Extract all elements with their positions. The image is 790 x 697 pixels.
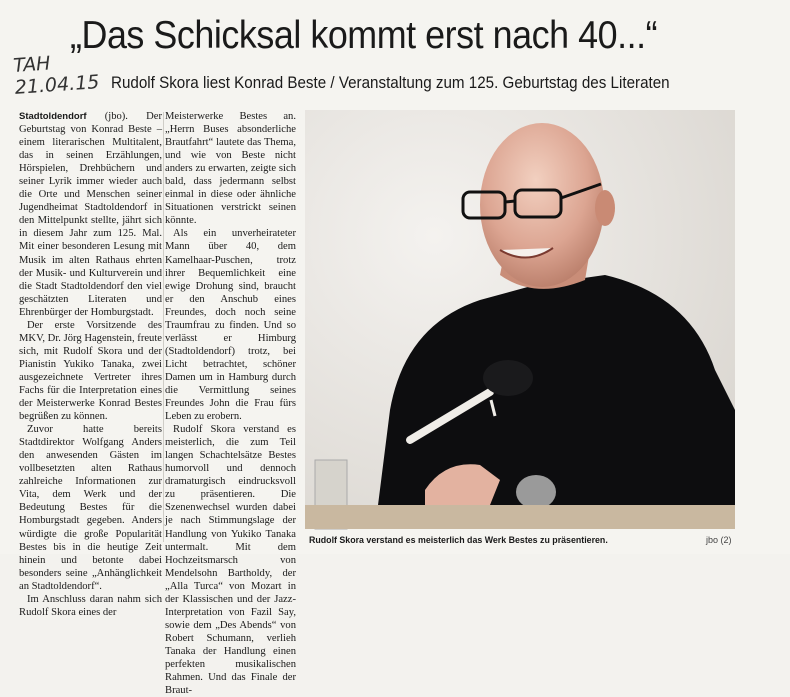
subheadline: Rudolf Skora liest Konrad Beste / Veranstaltung zum 125. Geburtstag des Literaten (111, 74, 670, 92)
handwritten-date: 21.04.15 (14, 71, 101, 99)
article-column-2 (165, 110, 296, 697)
article-paragraph: Der erste Vorsitzende des MKV, Dr. Jörg Hagenstein, freute sich, mit Rudolf Skora und der Pianistin Yukiko Tanaka, zwei ausgezeichnete Vertreter ihres Fachs für die Interpretation eines der Meisterwerke Konrad Bestes begrüßen zu können. (19, 319, 162, 423)
article-paragraph: Zuvor hatte bereits Stadtdirektor Wolfgang Anders den anwesenden Gästen im vollbesetzten alten Rathaus zahlreiche Informationen zur Vita, dem Werk und der Bedeutung Bestes für die Homburgstadt gegeben. Anders würdigte die große Popularität Bestes bis in die heutige Zeit hinein und betonte dabei besonders seine „Anhänglichkeit an Stadtoldendorf“. (19, 424, 162, 592)
article-paragraph: Als ein unverheirateter Mann über 40, dem Kamelhaar-Puschen, trotz ihrer Bequemlichkeit eine ewige Drohung sind, braucht er den Anschub eines Freundes, doch noch seine Traumfrau zu finden. Und so verlässt er Himburg (Stadtoldendorf) trotz, bei Licht betrachtet, schöner Damen um in Hamburg durch die Vermittlung seines Freundes John die Frau fürs Leben zu erobern. (165, 228, 296, 423)
article-photo (305, 110, 735, 529)
article-paragraph: Rudolf Skora verstand es meisterlich, die zum Teil langen Schachtelsätze Bestes humorvoll und dennoch dramaturgisch eindrucksvoll zu präsentieren. Die Szenenwechsel wurden dabei je nach Stimmungslage der Handlung von Yukiko Tanaka untermalt. Mit dem Hochzeitsmarsch von Mendelsohn Bartholdy, der „Alla Turca“ von Mozart in der Klassischen und der Jazz-Interpretation von Fazil Say, sowie dem „Des Abends“ von Robert Schumann, verlieh Tanaka der Handlung einen perfekten musikalischen Rahmen. Und das Finale der Braut- (165, 424, 296, 697)
dateline: Stadtoldendorf (19, 111, 87, 122)
handwritten-source: TAH (12, 52, 52, 77)
photo-credit: jbo (2) (706, 535, 732, 545)
article-column-1 (19, 110, 162, 618)
headline: „Das Schicksal kommt erst nach 40...“ (70, 14, 658, 57)
photo-caption: Rudolf Skora verstand es meisterlich das Werk Bestes zu präsentieren. (309, 535, 608, 545)
article-paragraph: Meisterwerke Bestes an. „Herrn Buses absonderliche Brautfahrt“ lautete das Thema, und wie von Beste nicht anders zu erwarten, zeigte sich bald, dass jedermann selbst einmal in diese oder ähnliche Situationen verstrickt seinen könnte. (165, 111, 296, 227)
column-divider (163, 112, 164, 542)
article-paragraph: Im Anschluss daran nahm sich Rudolf Skora eines der (19, 593, 162, 618)
photo-illustration (305, 110, 735, 529)
article-paragraph: Stadtoldendorf (jbo). Der Geburtstag von Konrad Beste – einem literarischen Multitalent, das in seinen Erzählungen, Hörspielen, Drehbüchern und seiner Lyrik immer wieder auch die Orte und Menschen seiner Jugendheimat Stadtoldendorf in den Mittelpunkt stellte, jährt sich in diesem Jahr zum 125. Mal. Mit einer besonderen Lesung mit Musik im alten Rathaus ehrten der Musik- und Kulturverein und die Stadt Stadtoldendorf den viel geschätzten Literaten und Ehrenbürger der Homburgstadt. (19, 111, 162, 318)
